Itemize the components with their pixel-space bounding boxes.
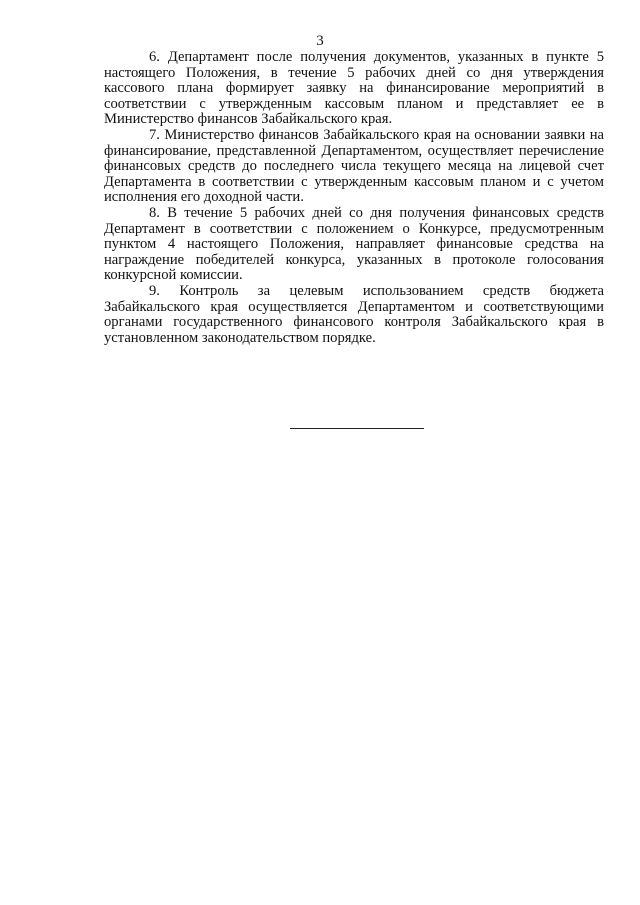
end-divider-line [290,428,424,429]
document-body [104,50,604,346]
paragraph-7: 7. Министерство финансов Забайкальского края на основании заявки на финансирование, представленной Департаментом, осуществляет перечисление финансовых средств до последнего числа текущего месяца на лицевой счет Департамента в соответствии с утвержденным кассовым планом и с учетом исполнения его доходной части. [104,126,604,206]
page-number: 3 [316,33,324,49]
paragraph-8: 8. В течение 5 рабочих дней со дня получения финансовых средств Департамент в соответствии с положением о Конкурсе, предусмотренным пунктом 4 настоящего Положения, направляет финансовые средства на награждение победителей конкурса, указанных в протоколе голосования конкурсной комиссии. [104,204,604,284]
paragraph-6: 6. Департамент после получения документов, указанных в пункте 5 настоящего Положения, в течение 5 рабочих дней со дня утверждения кассового плана формирует заявку на финансирование мероприятий в соответствии с утвержденным кассовым планом и представляет ее в Министерство финансов Забайкальского края. [104,49,604,128]
paragraph-9: 9. Контроль за целевым использованием средств бюджета Забайкальского края осуществляется Департаментом и соответствующими органами государственного финансового контроля Забайкальского края в установленном законодательством порядке. [104,282,604,346]
